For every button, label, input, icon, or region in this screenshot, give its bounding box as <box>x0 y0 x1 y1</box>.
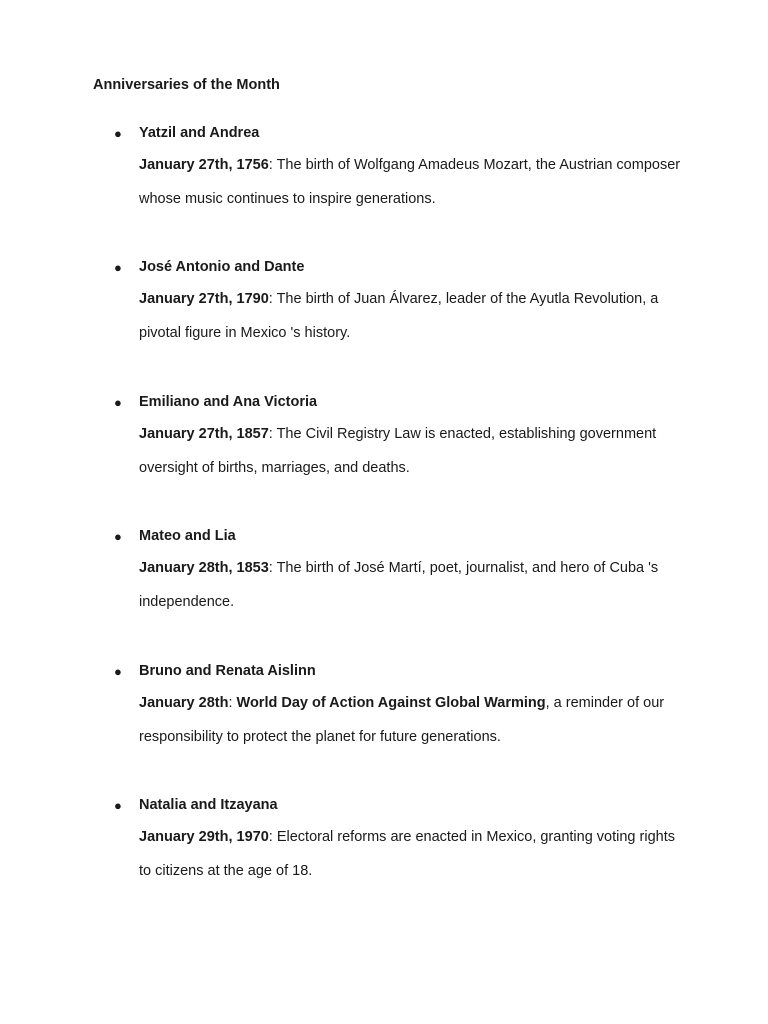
entry-separator: : <box>268 425 277 442</box>
entry-names: Yatzil and Andrea <box>139 125 260 141</box>
entry-names: Emiliano and Ana Victoria <box>139 393 318 410</box>
bullet-icon: ● <box>114 797 122 813</box>
entry-text: The birth of Wolfgang Amadeus Mozart, the Austrian composer whose music continues to inspire generations. <box>139 157 681 207</box>
entry-highlight: World Day of Action Against Global Warming <box>236 694 546 711</box>
entry-date: January 27th, 1756 <box>139 157 269 173</box>
entry-description <box>139 148 684 216</box>
entry-date: January 27th, 1857 <box>139 425 269 442</box>
entry-separator: : <box>268 157 277 173</box>
bullet-icon: ● <box>114 260 122 276</box>
list-item <box>0 796 768 930</box>
entry-names: Natalia and Itzayana <box>139 796 278 813</box>
entry-text: The birth of Juan Álvarez, leader of the Ayutla Revolution, a pivotal figure in Mexico 's history. <box>139 291 659 342</box>
bullet-icon: ● <box>114 529 122 545</box>
entry-date: January 28th, 1853 <box>139 560 269 577</box>
entry-names: Bruno and Renata Aislinn <box>139 662 316 679</box>
entry-names: José Antonio and Dante <box>139 259 305 276</box>
page-title: Anniversaries of the Month <box>93 77 280 93</box>
entry-date: January 29th, 1970 <box>139 828 269 845</box>
entry-description <box>139 686 684 754</box>
entry-text: The Civil Registry Law is enacted, establishing government oversight of births, marriages, and deaths. <box>139 425 657 476</box>
entry-text: Electoral reforms are enacted in Mexico, granting voting rights to citizens at the age of 18. <box>139 828 675 879</box>
entry-date: January 27th, 1790 <box>139 291 269 308</box>
entry-text: , a reminder of our responsibility to protect the planet for future generations. <box>139 694 665 745</box>
list-item <box>0 662 768 796</box>
entry-separator: : <box>228 694 237 711</box>
bullet-icon: ● <box>114 663 122 679</box>
entry-date: January 28th <box>139 694 229 711</box>
list-item <box>0 124 768 258</box>
entry-names: Mateo and Lia <box>139 528 236 545</box>
entry-separator: : <box>268 291 277 308</box>
bullet-icon: ● <box>114 126 122 141</box>
entry-description <box>139 551 684 619</box>
entry-description <box>139 820 684 888</box>
entry-text: The birth of José Martí, poet, journalist, and hero of Cuba 's independence. <box>139 560 659 611</box>
entry-separator: : <box>268 828 277 845</box>
list-item <box>0 258 768 392</box>
anniversary-list <box>0 124 768 930</box>
bullet-icon: ● <box>114 394 122 410</box>
entry-description <box>139 417 684 485</box>
list-item <box>0 393 768 527</box>
list-item <box>0 527 768 661</box>
entry-separator: : <box>268 560 277 577</box>
entry-description <box>139 282 684 350</box>
